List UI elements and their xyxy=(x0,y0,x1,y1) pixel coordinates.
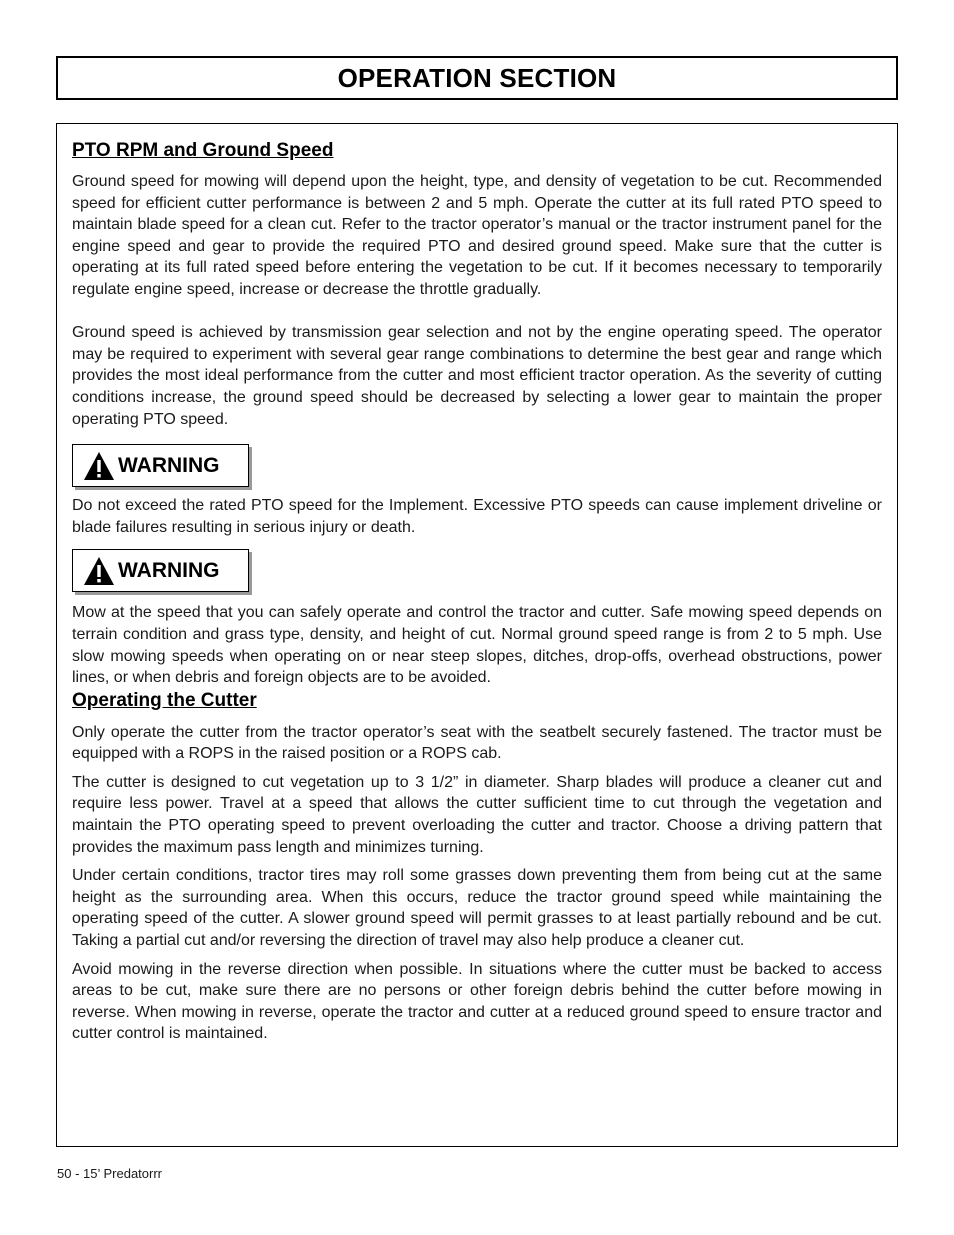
warning-triangle-icon xyxy=(83,451,115,481)
content-box xyxy=(56,123,898,1147)
cutter-paragraph-2: The cutter is designed to cut vegetation up to 3 1/2” in diameter. Sharp blades will produce a cleaner cut and require less power. Travel at a speed that allows the cutter sufficient time to cut through the vegetation and maintain the PTO operating speed to prevent overloading the cutter and tractor. Choose a driving pattern that provides the maximum pass length and minimizes turning. xyxy=(72,773,882,856)
pto-heading: PTO RPM and Ground Speed xyxy=(72,140,334,161)
cutter-heading: Operating the Cutter xyxy=(72,689,257,711)
warning-2-text: Mow at the speed that you can safely operate and control the tractor and cutter. Safe mowing speed depends on terrain condition and grass type, density, and height of cut. Normal ground speed range is from 2 to 5 mph. Use slow mowing speeds when operating on or near steep slopes, ditches, drop-offs, overhead obstructions, power lines, or when debris and foreign objects are to be avoided. xyxy=(72,604,882,687)
pto-paragraph-1: Ground speed for mowing will depend upon the height, type, and density of vegetation to be cut. Recommended speed for efficient cutter performance is between 2 and 5 mph. Operate the cutter at its full rated PTO speed to maintain blade speed for a clean cut. Refer to the tractor operator’s manual or the tractor instrument panel for the engine speed and gear to provide the required PTO and desired ground speed. Make sure that the cutter is operating at its full rated speed before entering the vegetation to be cut. If it becomes necessary to temporarily regulate engine speed, increase or decrease the throttle gradually. xyxy=(72,173,882,298)
warning-triangle-icon xyxy=(83,556,115,586)
warning-label: WARNING xyxy=(118,558,220,582)
cutter-paragraph-1: Only operate the cutter from the tractor operator’s seat with the seatbelt securely fastened. The tractor must be equipped with a ROPS in the raised position or a ROPS cab. xyxy=(72,723,882,763)
warning-1-text: Do not exceed the rated PTO speed for the Implement. Excessive PTO speeds can cause implement driveline or blade failures resulting in serious injury or death. xyxy=(72,497,882,536)
section-title: OPERATION SECTION xyxy=(337,62,617,93)
warning-label: WARNING xyxy=(118,453,220,477)
pto-paragraph-2: Ground speed is achieved by transmission gear selection and not by the engine operating speed. The operator may be required to experiment with several gear range combinations to determine the best gear and range which provides the most ideal performance from the cutter and most efficient tractor operation. As the severity of cutting conditions increase, the ground speed should be decreased by selecting a lower gear to maintain the proper operating PTO speed. xyxy=(72,324,882,428)
page-footer: 50 - 15’ Predatorrr xyxy=(57,1166,163,1181)
section-header xyxy=(56,56,898,100)
warning-banner-1 xyxy=(72,444,249,487)
warning-banner-2 xyxy=(72,549,249,592)
cutter-paragraph-4: Avoid mowing in the reverse direction when possible. In situations where the cutter must be backed to access areas to be cut, make sure there are no persons or other foreign debris behind the cutter before mowing in reverse. When mowing in reverse, operate the tractor and cutter at a reduced ground speed to ensure tractor and cutter control is maintained. xyxy=(72,960,882,1043)
cutter-paragraph-3: Under certain conditions, tractor tires may roll some grasses down preventing them from being cut at the same height as the surrounding area. When this occurs, reduce the tractor ground speed while maintaining the operating speed of the cutter. A slower ground speed will permit grasses to at least partially rebound and be cut. Taking a partial cut and/or reversing the direction of travel may also help produce a cleaner cut. xyxy=(72,867,882,950)
